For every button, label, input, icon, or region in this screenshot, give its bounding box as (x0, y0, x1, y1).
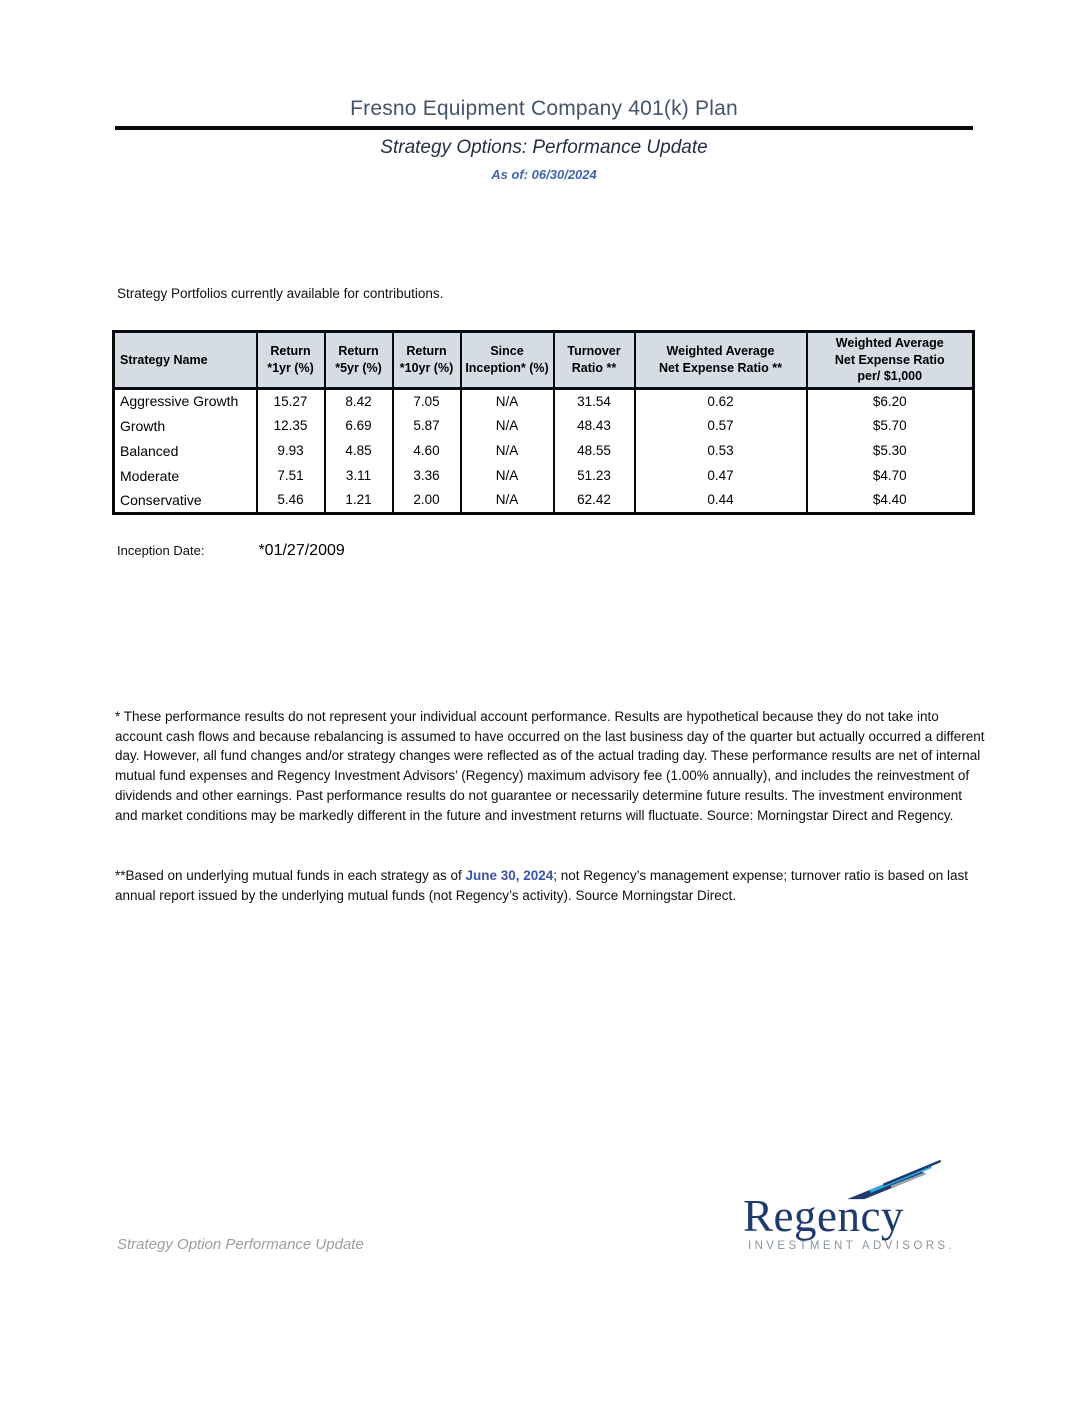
header-label: *10yr (%) (399, 360, 454, 375)
value-cell: $4.40 (807, 488, 974, 513)
value-cell: 31.54 (554, 388, 635, 413)
document-header (115, 97, 973, 182)
table-row (114, 463, 974, 488)
performance-table-container (112, 330, 975, 515)
value-cell: 48.55 (554, 438, 635, 463)
strategy-name-cell: Moderate (114, 463, 257, 488)
page-title: Fresno Equipment Company 401(k) Plan (350, 97, 738, 120)
header-label: Strategy Name (120, 352, 208, 367)
strategy-name-cell: Aggressive Growth (114, 388, 257, 413)
header-label: *5yr (%) (335, 360, 382, 375)
strategy-name-cell: Balanced (114, 438, 257, 463)
footnote-date: June 30, 2024 (465, 868, 554, 883)
value-cell: 12.35 (257, 413, 325, 438)
strategy-name-cell: Growth (114, 413, 257, 438)
footer-document-title: Strategy Option Performance Update (117, 1236, 364, 1253)
page-subtitle: Strategy Options: Performance Update (380, 137, 708, 158)
value-cell: N/A (461, 388, 554, 413)
value-cell: 0.62 (635, 388, 807, 413)
value-cell: 4.60 (393, 438, 461, 463)
value-cell: 9.93 (257, 438, 325, 463)
logo-wordmark: Regency (743, 1191, 904, 1241)
value-cell: $5.70 (807, 413, 974, 438)
header-return-10yr (393, 332, 461, 389)
performance-table (112, 330, 975, 515)
header-strategy-name (114, 332, 257, 389)
value-cell: 8.42 (325, 388, 393, 413)
table-header-row (114, 332, 974, 389)
value-cell: N/A (461, 488, 554, 513)
value-cell: 48.43 (554, 413, 635, 438)
logo-tagline: INVESTMENT ADVISORS. (748, 1240, 956, 1252)
value-cell: 3.36 (393, 463, 461, 488)
value-cell: 0.47 (635, 463, 807, 488)
value-cell: 5.87 (393, 413, 461, 438)
value-cell: 51.23 (554, 463, 635, 488)
header-label: *1yr (%) (267, 360, 314, 375)
value-cell: 0.44 (635, 488, 807, 513)
as-of-date: As of: 06/30/2024 (491, 167, 597, 182)
value-cell: N/A (461, 413, 554, 438)
intro-text: Strategy Portfolios currently available for contributions. (117, 286, 444, 301)
header-turnover-ratio (554, 332, 635, 389)
table-row (114, 438, 974, 463)
header-label: Turnover (567, 344, 621, 359)
strategy-name-cell: Conservative (114, 488, 257, 513)
footnote-performance-disclaimer: * These performance results do not represent your individual account performance. Results are hypothetical because they do not take into account cash flows and because rebalancing is assumed to have occurred on the last business day of the quarter but actually occurred a different day. However, all fund changes and/or strategy changes were reflected as of the actual trading day. These performance results are net of internal mutual fund expenses and Regency Investment Advisors’ (Regency) maximum advisory fee (1.00% annually), and includes the reinvestment of dividends and other earnings. Past performance results do not guarantee or necessarily determine future results. The investment environment and market conditions may be markedly different in the future and investment returns will fluctuate. Source: Morningstar Direct and Regency. (115, 709, 985, 823)
value-cell: 4.85 (325, 438, 393, 463)
header-label: Weighted Average (666, 344, 775, 359)
header-label: Return (406, 344, 447, 359)
value-cell: 6.69 (325, 413, 393, 438)
value-cell: 7.05 (393, 388, 461, 413)
table-row (114, 488, 974, 513)
table-row (114, 413, 974, 438)
footnote-text: **Based on underlying mutual funds in each strategy as of (115, 868, 466, 883)
title-divider (115, 126, 973, 130)
value-cell: 15.27 (257, 388, 325, 413)
footnote-text: ; not Regency’s management expense; turnover ratio is based on last annual report issued by the underlying mutual funds (not Regency’s activity). Source Morningstar Direct. (115, 868, 969, 903)
value-cell: N/A (461, 463, 554, 488)
value-cell: 7.51 (257, 463, 325, 488)
value-cell: 62.42 (554, 488, 635, 513)
header-since-inception (461, 332, 554, 389)
header-label: Since (490, 344, 524, 359)
header-label: Inception* (%) (465, 360, 549, 375)
header-return-1yr (257, 332, 325, 389)
header-label: Net Expense Ratio (834, 352, 945, 367)
header-label: per/ $1,000 (857, 369, 923, 383)
value-cell: 0.57 (635, 413, 807, 438)
footnote-underlying-funds (115, 866, 985, 905)
value-cell: 2.00 (393, 488, 461, 513)
header-label: Weighted Average (835, 336, 944, 350)
value-cell: $4.70 (807, 463, 974, 488)
inception-date-label: Inception Date: (117, 543, 205, 558)
inception-date-row (117, 542, 345, 560)
value-cell: 5.46 (257, 488, 325, 513)
header-return-5yr (325, 332, 393, 389)
value-cell: 1.21 (325, 488, 393, 513)
inception-date-value: *01/27/2009 (258, 542, 345, 559)
value-cell: 3.11 (325, 463, 393, 488)
value-cell: $6.20 (807, 388, 974, 413)
value-cell: 0.53 (635, 438, 807, 463)
table-row (114, 388, 974, 413)
header-weighted-avg-expense (635, 332, 807, 389)
header-label: Net Expense Ratio ** (659, 360, 782, 375)
value-cell: N/A (461, 438, 554, 463)
value-cell: $5.30 (807, 438, 974, 463)
header-label: Return (338, 344, 379, 359)
header-label: Ratio ** (571, 360, 617, 375)
header-weighted-avg-expense-per-1000 (807, 332, 974, 389)
header-label: Return (270, 344, 311, 359)
